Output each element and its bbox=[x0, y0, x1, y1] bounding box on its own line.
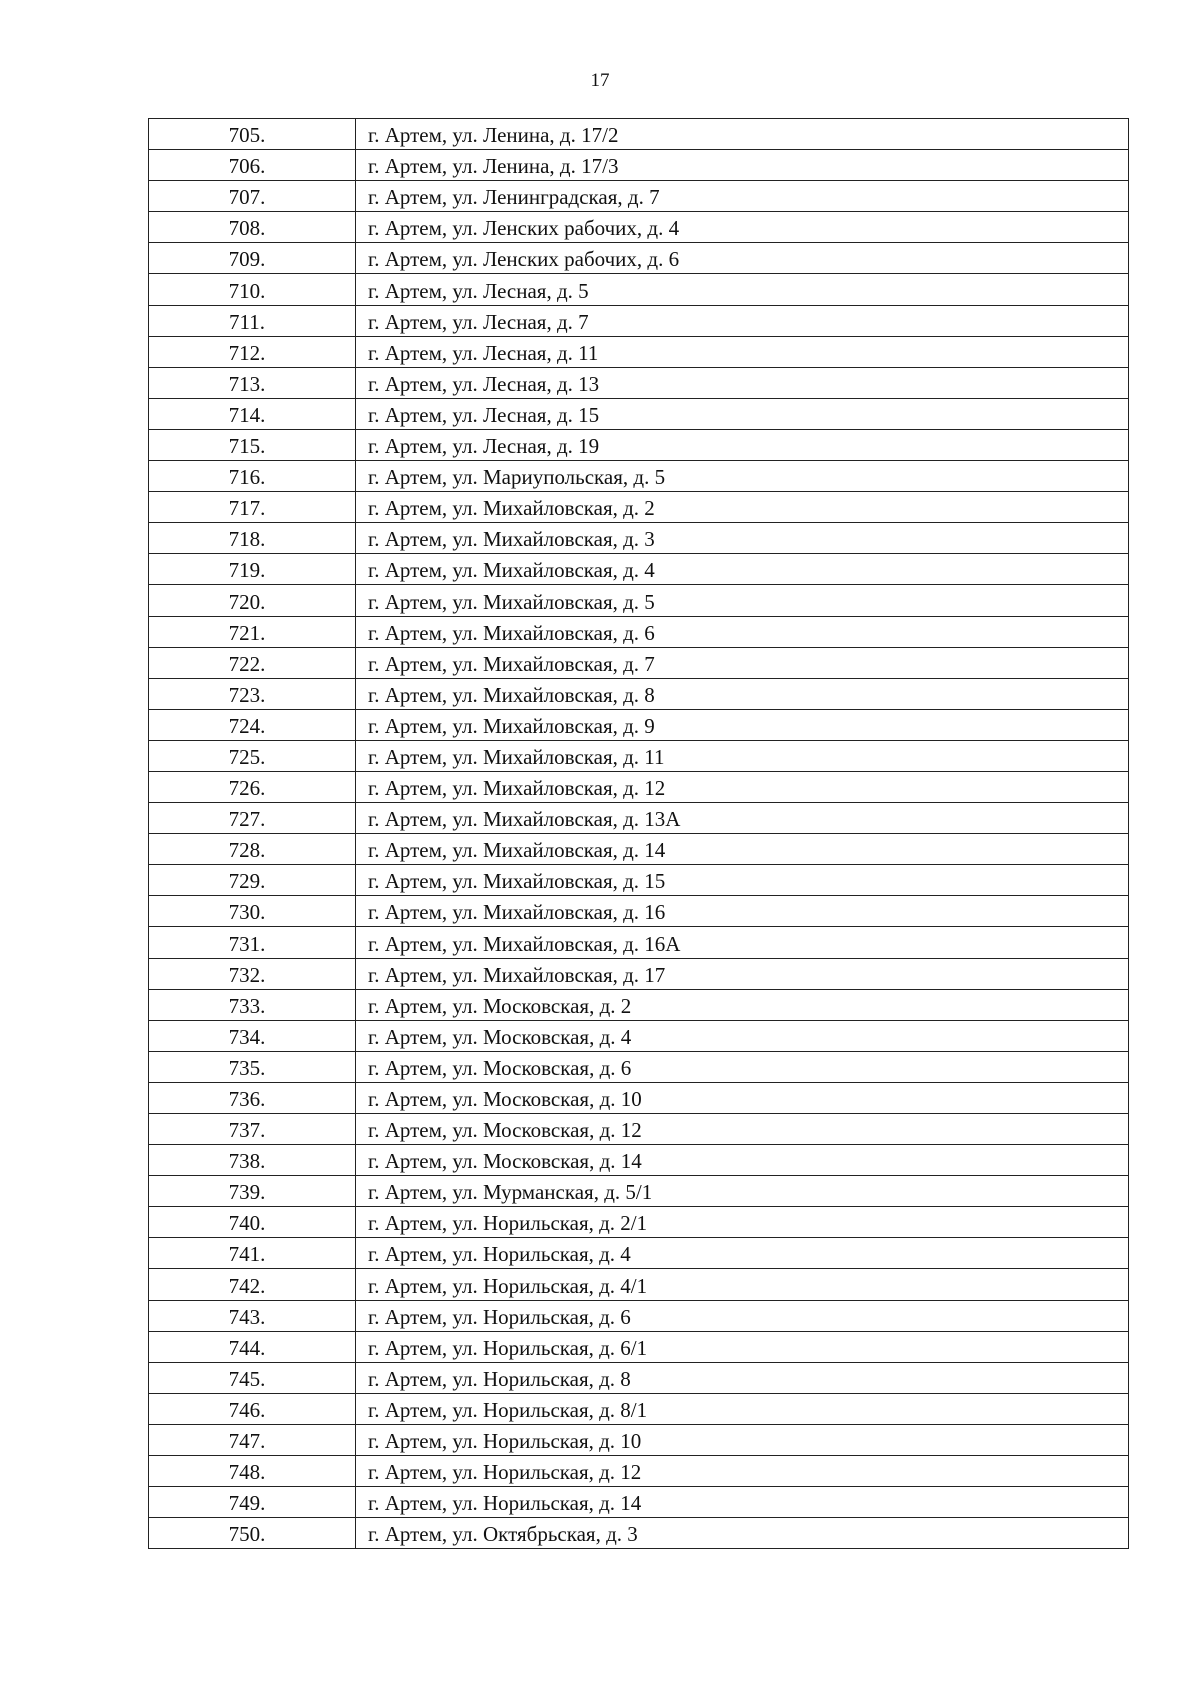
row-address: г. Артем, ул. Московская, д. 2 bbox=[356, 989, 1129, 1020]
row-number: 742. bbox=[149, 1269, 356, 1300]
table-row bbox=[149, 243, 1129, 274]
row-number: 732. bbox=[149, 958, 356, 989]
row-number: 750. bbox=[149, 1518, 356, 1549]
row-address: г. Артем, ул. Норильская, д. 8 bbox=[356, 1362, 1129, 1393]
row-address: г. Артем, ул. Октябрьская, д. 3 bbox=[356, 1518, 1129, 1549]
row-number: 728. bbox=[149, 834, 356, 865]
row-number: 712. bbox=[149, 336, 356, 367]
table-row bbox=[149, 1300, 1129, 1331]
table-row bbox=[149, 492, 1129, 523]
row-address: г. Артем, ул. Михайловская, д. 5 bbox=[356, 585, 1129, 616]
address-table-body bbox=[149, 119, 1129, 1549]
address-table bbox=[148, 118, 1129, 1549]
table-row bbox=[149, 989, 1129, 1020]
row-number: 738. bbox=[149, 1145, 356, 1176]
row-number: 741. bbox=[149, 1238, 356, 1269]
row-number: 716. bbox=[149, 461, 356, 492]
table-row bbox=[149, 834, 1129, 865]
row-number: 745. bbox=[149, 1362, 356, 1393]
row-address: г. Артем, ул. Московская, д. 10 bbox=[356, 1082, 1129, 1113]
row-address: г. Артем, ул. Михайловская, д. 14 bbox=[356, 834, 1129, 865]
page-number: 17 bbox=[590, 70, 610, 91]
table-row bbox=[149, 771, 1129, 802]
row-address: г. Артем, ул. Михайловская, д. 3 bbox=[356, 523, 1129, 554]
table-row bbox=[149, 678, 1129, 709]
row-address: г. Артем, ул. Норильская, д. 4/1 bbox=[356, 1269, 1129, 1300]
row-number: 724. bbox=[149, 709, 356, 740]
row-number: 715. bbox=[149, 429, 356, 460]
row-address: г. Артем, ул. Михайловская, д. 12 bbox=[356, 771, 1129, 802]
row-address: г. Артем, ул. Михайловская, д. 16 bbox=[356, 896, 1129, 927]
row-number: 711. bbox=[149, 305, 356, 336]
row-address: г. Артем, ул. Норильская, д. 10 bbox=[356, 1424, 1129, 1455]
table-row bbox=[149, 150, 1129, 181]
row-number: 747. bbox=[149, 1424, 356, 1455]
table-row bbox=[149, 398, 1129, 429]
row-number: 710. bbox=[149, 274, 356, 305]
row-address: г. Артем, ул. Лесная, д. 19 bbox=[356, 429, 1129, 460]
table-row bbox=[149, 709, 1129, 740]
row-address: г. Артем, ул. Ленинградская, д. 7 bbox=[356, 181, 1129, 212]
row-address: г. Артем, ул. Норильская, д. 6/1 bbox=[356, 1331, 1129, 1362]
table-row bbox=[149, 1051, 1129, 1082]
row-number: 720. bbox=[149, 585, 356, 616]
row-address: г. Артем, ул. Мурманская, д. 5/1 bbox=[356, 1176, 1129, 1207]
row-number: 740. bbox=[149, 1207, 356, 1238]
row-number: 737. bbox=[149, 1114, 356, 1145]
row-number: 708. bbox=[149, 212, 356, 243]
row-address: г. Артем, ул. Ленских рабочих, д. 6 bbox=[356, 243, 1129, 274]
table-row bbox=[149, 212, 1129, 243]
table-row bbox=[149, 803, 1129, 834]
row-address: г. Артем, ул. Михайловская, д. 2 bbox=[356, 492, 1129, 523]
table-row bbox=[149, 181, 1129, 212]
table-row bbox=[149, 554, 1129, 585]
row-number: 734. bbox=[149, 1020, 356, 1051]
table-row bbox=[149, 585, 1129, 616]
row-address: г. Артем, ул. Лесная, д. 11 bbox=[356, 336, 1129, 367]
row-address: г. Артем, ул. Михайловская, д. 8 bbox=[356, 678, 1129, 709]
table-row bbox=[149, 429, 1129, 460]
table-row bbox=[149, 119, 1129, 150]
table-row bbox=[149, 1362, 1129, 1393]
row-address: г. Артем, ул. Норильская, д. 12 bbox=[356, 1456, 1129, 1487]
row-address: г. Артем, ул. Норильская, д. 14 bbox=[356, 1487, 1129, 1518]
row-address: г. Артем, ул. Лесная, д. 7 bbox=[356, 305, 1129, 336]
table-row bbox=[149, 1424, 1129, 1455]
table-row bbox=[149, 958, 1129, 989]
row-address: г. Артем, ул. Московская, д. 12 bbox=[356, 1114, 1129, 1145]
row-address: г. Артем, ул. Михайловская, д. 7 bbox=[356, 647, 1129, 678]
row-number: 713. bbox=[149, 367, 356, 398]
table-row bbox=[149, 865, 1129, 896]
row-number: 727. bbox=[149, 803, 356, 834]
row-number: 736. bbox=[149, 1082, 356, 1113]
table-row bbox=[149, 1487, 1129, 1518]
row-number: 717. bbox=[149, 492, 356, 523]
table-row bbox=[149, 367, 1129, 398]
table-row bbox=[149, 616, 1129, 647]
row-number: 744. bbox=[149, 1331, 356, 1362]
row-address: г. Артем, ул. Норильская, д. 6 bbox=[356, 1300, 1129, 1331]
row-address: г. Артем, ул. Московская, д. 6 bbox=[356, 1051, 1129, 1082]
table-row bbox=[149, 274, 1129, 305]
row-address: г. Артем, ул. Ленских рабочих, д. 4 bbox=[356, 212, 1129, 243]
row-address: г. Артем, ул. Лесная, д. 15 bbox=[356, 398, 1129, 429]
row-address: г. Артем, ул. Норильская, д. 8/1 bbox=[356, 1393, 1129, 1424]
row-number: 707. bbox=[149, 181, 356, 212]
row-address: г. Артем, ул. Михайловская, д. 17 bbox=[356, 958, 1129, 989]
table-row bbox=[149, 523, 1129, 554]
row-address: г. Артем, ул. Московская, д. 14 bbox=[356, 1145, 1129, 1176]
row-address: г. Артем, ул. Михайловская, д. 11 bbox=[356, 740, 1129, 771]
table-row bbox=[149, 647, 1129, 678]
row-address: г. Артем, ул. Михайловская, д. 13А bbox=[356, 803, 1129, 834]
table-row bbox=[149, 1145, 1129, 1176]
table-row bbox=[149, 1331, 1129, 1362]
row-address: г. Артем, ул. Михайловская, д. 6 bbox=[356, 616, 1129, 647]
row-number: 726. bbox=[149, 771, 356, 802]
row-number: 723. bbox=[149, 678, 356, 709]
row-number: 705. bbox=[149, 119, 356, 150]
table-row bbox=[149, 740, 1129, 771]
table-row bbox=[149, 1269, 1129, 1300]
table-row bbox=[149, 305, 1129, 336]
row-number: 743. bbox=[149, 1300, 356, 1331]
row-number: 709. bbox=[149, 243, 356, 274]
row-number: 721. bbox=[149, 616, 356, 647]
row-number: 719. bbox=[149, 554, 356, 585]
row-address: г. Артем, ул. Мариупольская, д. 5 bbox=[356, 461, 1129, 492]
row-number: 749. bbox=[149, 1487, 356, 1518]
table-row bbox=[149, 1238, 1129, 1269]
row-address: г. Артем, ул. Норильская, д. 2/1 bbox=[356, 1207, 1129, 1238]
table-row bbox=[149, 927, 1129, 958]
row-number: 718. bbox=[149, 523, 356, 554]
table-row bbox=[149, 1207, 1129, 1238]
row-number: 730. bbox=[149, 896, 356, 927]
row-number: 739. bbox=[149, 1176, 356, 1207]
table-row bbox=[149, 896, 1129, 927]
row-number: 735. bbox=[149, 1051, 356, 1082]
table-row bbox=[149, 1393, 1129, 1424]
row-address: г. Артем, ул. Норильская, д. 4 bbox=[356, 1238, 1129, 1269]
table-row bbox=[149, 1020, 1129, 1051]
table-row bbox=[149, 336, 1129, 367]
table-row bbox=[149, 1114, 1129, 1145]
row-address: г. Артем, ул. Михайловская, д. 16А bbox=[356, 927, 1129, 958]
table-row bbox=[149, 1518, 1129, 1549]
row-address: г. Артем, ул. Ленина, д. 17/3 bbox=[356, 150, 1129, 181]
row-address: г. Артем, ул. Лесная, д. 5 bbox=[356, 274, 1129, 305]
row-number: 729. bbox=[149, 865, 356, 896]
row-address: г. Артем, ул. Московская, д. 4 bbox=[356, 1020, 1129, 1051]
row-number: 725. bbox=[149, 740, 356, 771]
row-address: г. Артем, ул. Михайловская, д. 15 bbox=[356, 865, 1129, 896]
row-address: г. Артем, ул. Михайловская, д. 4 bbox=[356, 554, 1129, 585]
row-number: 748. bbox=[149, 1456, 356, 1487]
table-row bbox=[149, 461, 1129, 492]
table-row bbox=[149, 1456, 1129, 1487]
row-address: г. Артем, ул. Ленина, д. 17/2 bbox=[356, 119, 1129, 150]
table-row bbox=[149, 1176, 1129, 1207]
row-address: г. Артем, ул. Лесная, д. 13 bbox=[356, 367, 1129, 398]
row-number: 722. bbox=[149, 647, 356, 678]
table-row bbox=[149, 1082, 1129, 1113]
row-number: 706. bbox=[149, 150, 356, 181]
row-number: 746. bbox=[149, 1393, 356, 1424]
row-number: 733. bbox=[149, 989, 356, 1020]
row-number: 714. bbox=[149, 398, 356, 429]
row-number: 731. bbox=[149, 927, 356, 958]
row-address: г. Артем, ул. Михайловская, д. 9 bbox=[356, 709, 1129, 740]
